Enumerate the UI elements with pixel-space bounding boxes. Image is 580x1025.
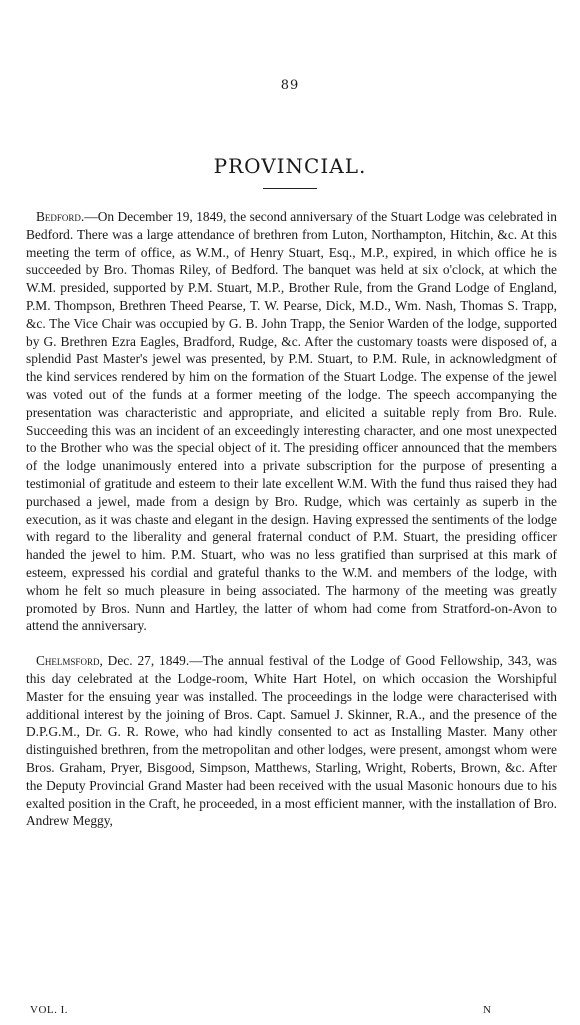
- page-number: 89: [280, 78, 300, 93]
- article-body: [26, 208, 557, 830]
- paragraph-lead: Bedford.: [36, 209, 85, 224]
- paragraph-text: Dec. 27, 1849.—The annual festival of the Lodge of Good Fellowship, 343, was this day celebrated at the Lodge-room, White Hart Hotel, on which occasion the Worshipful Master for the ensuing year was installed. The proceedings in the lodge were characterised with additional interest by the joining of Bros. Capt. Samuel J. Skinner, R.A., and the presence of the D.P.G.M., Dr. G. R. Rowe, who had kindly consented to act as Installing Master. Many other distinguished brethren, from the metropolitan and other lodges, were present, amongst whom were Bros. Graham, Pryer, Bisgood, Simpson, Matthews, Starling, Wright, Roberts, Brown, &c. After the Deputy Provincial Grand Master had been received with the usual Masonic honours due to his exalted position in the Craft, he proceeded, in a most efficient manner, with the installation of Bro. Andrew Meggy,: [26, 653, 557, 829]
- paragraph-chelmsford: [26, 652, 557, 830]
- volume-label: VOL. I.: [30, 1004, 69, 1016]
- title-divider: [263, 188, 317, 189]
- page-title: PROVINCIAL.: [213, 154, 367, 178]
- signature-mark: N: [483, 1004, 492, 1016]
- paragraph-bedford: [26, 208, 557, 635]
- paragraph-text: —On December 19, 1849, the second anniversary of the Stuart Lodge was celebrated in Bedford. There was a large attendance of brethren from Luton, Northampton, Hitchin, &c. At this meeting the term of office, as W.M., of Henry Stuart, Esq., M.P., expired, in which office he is succeeded by Bro. Thomas Riley, of Bedford. The banquet was held at six o'clock, at which the W.M. presided, supported by P.M. Stuart, M.P., Brother Rule, from the Grand Lodge of England, P.M. Thompson, Brethren Theed Pearse, T. W. Pearse, Dick, M.D., Wm. Nash, Thomas S. Trapp, &c. The Vice Chair was occupied by G. B. John Trapp, the Senior Warden of the lodge, supported by G. Brethren Ezra Eagles, Bradford, Rudge, &c. After the customary toasts were disposed of, a splendid Past Master's jewel was presented, by P.M. Stuart, to P.M. Rule, in acknowledgment of the kind services rendered by him on the formation of the Stuart Lodge. The expense of the jewel was voted out of the funds at a former meeting of the lodge. The speech accompanying the presentation was characteristic and appropriate, and elicited a suitable reply from Bro. Rule. Succeeding this was an incident of an exceedingly interesting character, and one most unexpected to the Brother who was the special object of it. The presiding officer announced that the members of the lodge unanimously entered into a private subscription for the purpose of presenting a testimonial of gratitude and esteem to their late excellent W.M. With the fund thus raised they had purchased a jewel, made from a design by Bro. Rudge, which was certainly as superb in the execution, as it was chaste and elegant in the design. Having expressed the sentiments of the lodge with regard to the liberality and general fraternal conduct of P.M. Stuart, the presiding officer handed the jewel to him. P.M. Stuart, who was no less gratified than surprised at this mark of esteem, expressed his cordial and grateful thanks to the W.M. and members of the lodge, with whom he felt so much pleasure in being associated. The harmony of the meeting was greatly promoted by Bros. Nunn and Hartley, the latter of whom had come from Stratford-on-Avon to attend the anniversary.: [26, 209, 557, 634]
- paragraph-lead: Chelmsford,: [36, 653, 103, 669]
